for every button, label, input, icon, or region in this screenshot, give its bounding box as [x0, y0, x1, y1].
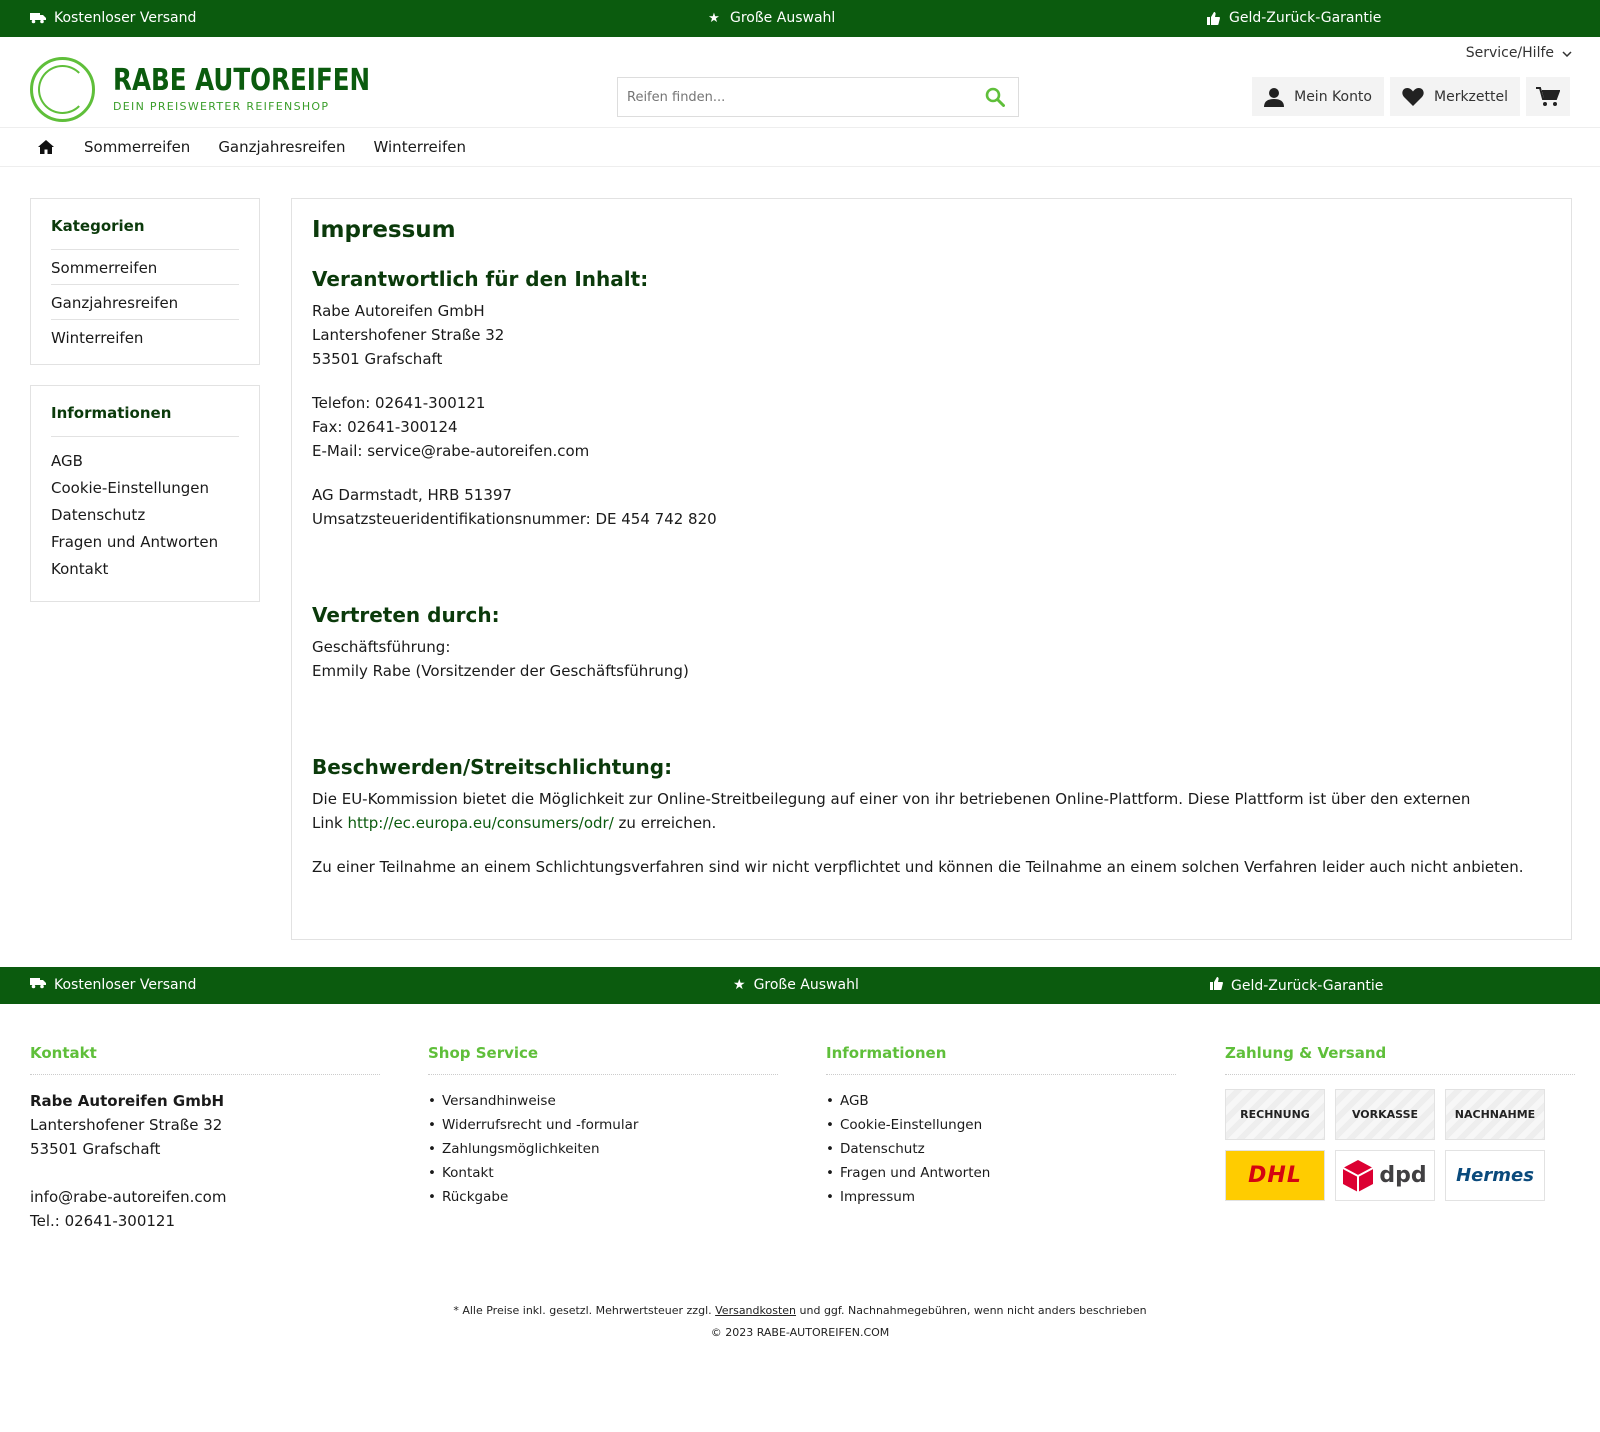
usp-shipping-label: Kostenloser Versand	[54, 10, 197, 26]
star-icon: ★	[708, 10, 720, 26]
company-register: AG Darmstadt, HRB 51397	[312, 486, 512, 504]
complaint-link-suffix: zu erreichen.	[618, 814, 717, 832]
home-icon[interactable]	[38, 140, 56, 154]
complaint-text-2: Zu einer Teilnahme an einem Schlichtungsverfahren sind wir nicht verpflichtet und können die Teilnahme an einem solchen Verfahren leider auch nicht anbieten.	[312, 858, 1524, 876]
logo-text	[113, 63, 427, 113]
legal-suffix: und ggf. Nachnahmegebühren, wenn nicht anders beschrieben	[799, 1304, 1147, 1317]
search-input[interactable]	[618, 78, 972, 116]
footer-link-agb[interactable]: • AGB	[826, 1089, 1176, 1113]
page-title: Impressum	[312, 217, 456, 243]
usp-guarantee-footer-label: Geld-Zurück-Garantie	[1231, 977, 1384, 994]
sidebar-item-faq[interactable]: Fragen und Antworten	[51, 533, 219, 551]
nav-item-winterreifen[interactable]: Winterreifen	[373, 138, 466, 156]
company-street: Lantershofener Straße 32	[312, 326, 505, 344]
usp-shipping-footer	[30, 977, 196, 993]
footer-link-zahlung[interactable]: • Zahlungsmöglichkeiten	[428, 1137, 778, 1161]
usp-guarantee-label: Geld-Zurück-Garantie	[1229, 10, 1382, 26]
footer-city: 53501 Grafschaft	[30, 1140, 161, 1158]
complaint-heading: Beschwerden/Streitschlichtung:	[312, 755, 673, 779]
star-icon: ★	[733, 977, 746, 993]
thumbs-up-icon	[1210, 977, 1223, 994]
truck-icon	[30, 977, 46, 993]
footer-link-datenschutz[interactable]: • Datenschutz	[826, 1137, 1176, 1161]
logo-tagline: DEIN PREISWERTER REIFENSHOP	[113, 100, 330, 113]
nav-item-ganzjahresreifen[interactable]: Ganzjahresreifen	[218, 138, 346, 156]
carrier-dhl-logo: DHL	[1225, 1150, 1325, 1201]
nav-item-sommerreifen[interactable]: Sommerreifen	[84, 138, 191, 156]
sidebar-item-sommerreifen[interactable]: Sommerreifen	[51, 250, 239, 285]
usp-bar-top	[0, 0, 1600, 37]
company-city: 53501 Grafschaft	[312, 350, 443, 368]
footer-payment	[1225, 1044, 1575, 1201]
company-email-line	[312, 439, 1551, 463]
dpd-label: dpd	[1379, 1163, 1427, 1188]
search-bar	[617, 77, 1019, 117]
sidebar-item-agb[interactable]: AGB	[51, 452, 83, 470]
truck-icon	[30, 11, 46, 25]
site-footer	[0, 1004, 1600, 1394]
representative-name: Emmily Rabe (Vorsitzender der Geschäftsführung)	[312, 662, 689, 680]
heart-icon	[1402, 87, 1424, 106]
usp-selection	[706, 10, 835, 26]
footer-company: Rabe Autoreifen GmbH	[30, 1092, 225, 1110]
site-logo[interactable]	[30, 57, 427, 122]
legal-notice	[0, 1300, 1600, 1344]
footer-info-title: Informationen	[826, 1044, 1176, 1075]
sidebar-information	[30, 385, 260, 602]
usp-bar-footer	[0, 967, 1600, 1004]
footer-payment-title: Zahlung & Versand	[1225, 1044, 1575, 1075]
sidebar-item-kontakt[interactable]: Kontakt	[51, 560, 109, 578]
footer-phone: Tel.: 02641-300121	[30, 1212, 175, 1230]
sidebar-item-ganzjahresreifen[interactable]: Ganzjahresreifen	[51, 285, 239, 320]
legal-prefix: * Alle Preise inkl. gesetzl. Mehrwertsteuer zzgl.	[453, 1304, 712, 1317]
footer-link-versandhinweise[interactable]: • Versandhinweise	[428, 1089, 778, 1113]
footer-link-cookies[interactable]: • Cookie-Einstellungen	[826, 1113, 1176, 1137]
account-button[interactable]	[1252, 77, 1384, 116]
odr-link[interactable]: http://ec.europa.eu/consumers/odr/	[347, 814, 614, 832]
sidebar-item-cookies[interactable]: Cookie-Einstellungen	[51, 479, 210, 497]
carrier-hermes-logo	[1445, 1150, 1545, 1201]
footer-email[interactable]: info@rabe-autoreifen.com	[30, 1188, 227, 1206]
service-label: Service/Hilfe	[1465, 45, 1554, 61]
footer-contact-title: Kontakt	[30, 1044, 380, 1075]
sidebar-item-winterreifen[interactable]: Winterreifen	[51, 329, 144, 347]
responsible-heading: Verantwortlich für den Inhalt:	[312, 267, 649, 291]
carrier-dpd-logo	[1335, 1150, 1435, 1201]
sidebar-categories	[30, 198, 260, 365]
usp-shipping-footer-label: Kostenloser Versand	[54, 977, 197, 993]
usp-selection-footer	[733, 977, 859, 993]
price-notice	[0, 1300, 1600, 1322]
site-header	[0, 37, 1600, 127]
company-email: service@rabe-autoreifen.com	[367, 442, 590, 460]
account-label: Mein Konto	[1294, 88, 1372, 105]
hermes-label: Hermes	[1456, 1165, 1534, 1186]
footer-contact	[30, 1044, 380, 1233]
footer-information	[826, 1044, 1176, 1209]
representative-heading: Vertreten durch:	[312, 603, 500, 627]
chevron-down-icon	[1562, 45, 1572, 61]
sidebar-item-datenschutz[interactable]: Datenschutz	[51, 506, 146, 524]
footer-link-widerruf[interactable]: • Widerrufsrecht und -formular	[428, 1113, 778, 1137]
usp-selection-label: Große Auswahl	[730, 10, 836, 26]
sidebar-info-title: Informationen	[51, 404, 239, 437]
sidebar-categories-title: Kategorien	[51, 217, 239, 250]
company-fax: Fax: 02641-300124	[312, 418, 458, 436]
company-phone: Telefon: 02641-300121	[312, 394, 486, 412]
header-actions	[1252, 77, 1570, 116]
payment-nachnahme: NACHNAHME	[1445, 1089, 1545, 1140]
footer-link-kontakt[interactable]: • Kontakt	[428, 1161, 778, 1185]
dpd-cube-icon	[1343, 1160, 1373, 1192]
usp-guarantee-footer	[1210, 977, 1383, 994]
cart-button[interactable]	[1526, 77, 1570, 116]
company-name: Rabe Autoreifen GmbH	[312, 302, 485, 320]
footer-street: Lantershofener Straße 32	[30, 1116, 223, 1134]
cart-icon	[1536, 87, 1560, 107]
footer-service-title: Shop Service	[428, 1044, 778, 1075]
footer-link-rueckgabe[interactable]: • Rückgabe	[428, 1185, 778, 1209]
shipping-costs-link[interactable]: Versandkosten	[715, 1304, 797, 1317]
complaint-text	[312, 787, 1551, 835]
representative-label: Geschäftsführung:	[312, 638, 451, 656]
usp-guarantee	[1205, 10, 1381, 26]
footer-link-impressum[interactable]: • Impressum	[826, 1185, 1176, 1209]
impressum-content	[291, 198, 1572, 940]
payment-rechnung: RECHNUNG	[1225, 1089, 1325, 1140]
payment-vorkasse: VORKASSE	[1335, 1089, 1435, 1140]
copyright: © 2023 RABE-AUTOREIFEN.COM	[710, 1326, 890, 1339]
complaint-text-1: Die EU-Kommission bietet die Möglichkeit zur Online-Streitbeilegung auf einer von ihr betriebenen Online-Plattform. Diese Plattform ist über den externen	[312, 790, 1471, 808]
footer-shop-service	[428, 1044, 778, 1209]
footer-link-faq[interactable]: • Fragen und Antworten	[826, 1161, 1176, 1185]
complaint-link-prefix: Link	[312, 814, 343, 832]
logo-name: RABE AUTOREIFEN	[113, 63, 371, 98]
wishlist-label: Merkzettel	[1434, 88, 1508, 105]
search-button[interactable]	[972, 78, 1018, 116]
logo-ring-icon	[30, 57, 95, 122]
user-icon	[1264, 87, 1284, 107]
content-area	[0, 167, 1600, 967]
wishlist-button[interactable]	[1390, 77, 1520, 116]
thumbs-up-icon	[1205, 11, 1221, 25]
main-navigation	[0, 127, 1600, 167]
company-vat: Umsatzsteueridentifikationsnummer: DE 454 742 820	[312, 510, 717, 528]
search-icon	[985, 87, 1005, 107]
usp-selection-footer-label: Große Auswahl	[753, 977, 859, 993]
usp-shipping	[30, 10, 196, 26]
service-menu[interactable]	[1466, 45, 1572, 61]
email-prefix: E-Mail:	[312, 442, 363, 460]
